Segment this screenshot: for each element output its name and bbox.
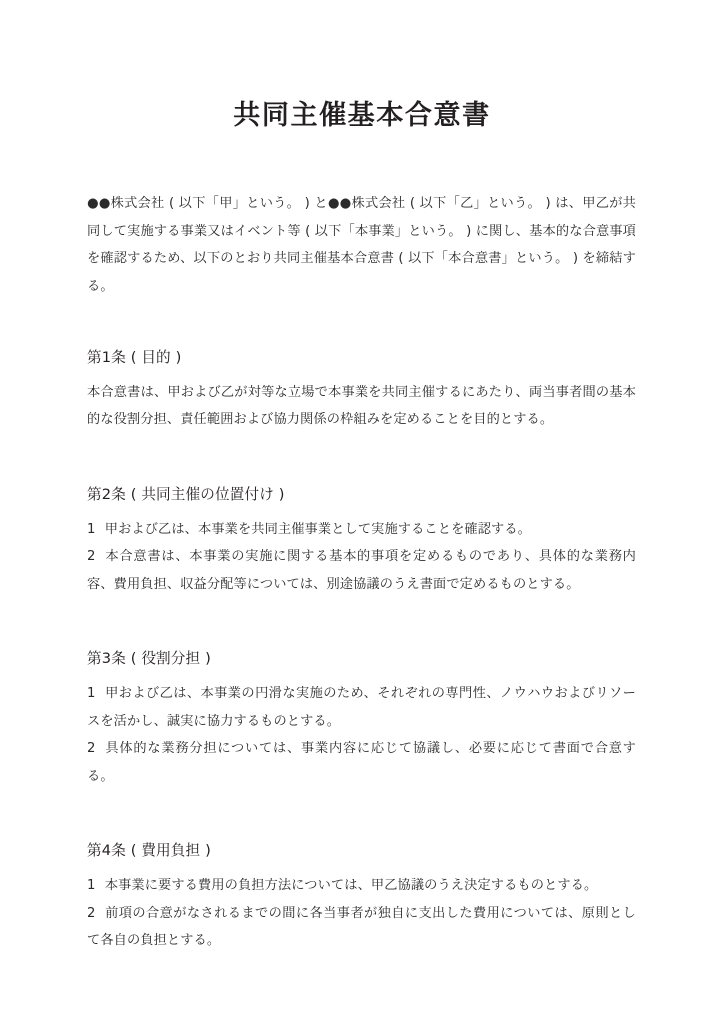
article-3-item-1 bbox=[87, 680, 636, 735]
article-2-item-2 bbox=[87, 543, 636, 598]
article-4-item-1 bbox=[87, 872, 636, 900]
article-3 bbox=[87, 648, 636, 790]
page-title: 共同主催基本合意書 bbox=[233, 100, 491, 131]
article-3-item-2-text: 具体的な業務分担については、事業内容に応じて協議し、必要に応じて書面で合意する。 bbox=[87, 741, 636, 784]
article-1 bbox=[87, 347, 636, 434]
article-2-item-2-number: 2 bbox=[87, 549, 96, 565]
article-4-item-1-number: 1 bbox=[87, 878, 96, 894]
article-4 bbox=[87, 840, 636, 954]
document-body bbox=[87, 190, 636, 955]
article-4-item-2-text: 前項の合意がなされるまでの間に各当事者が独自に支出した費用については、原則として各自の負担とする。 bbox=[87, 905, 636, 949]
article-2-heading: 第2条 ( 共同主催の位置付け ) bbox=[87, 485, 285, 503]
article-1-heading: 第1条 ( 目的 ) bbox=[87, 349, 182, 366]
article-4-item-1-text: 本事業に要する費用の負担方法については、甲乙協議のうえ決定するものとする。 bbox=[104, 878, 598, 894]
article-1-paragraph: 本合意書は、甲および乙が対等な立場で本事業を共同主催するにあたり、両当事者間の基本的な役割分担、責任範囲および協力関係の枠組みを定めることを目的とする。 bbox=[87, 384, 636, 428]
article-3-item-2 bbox=[87, 735, 636, 790]
article-3-item-1-number: 1 bbox=[87, 686, 96, 702]
article-4-heading: 第4条 ( 費用負担 ) bbox=[87, 842, 211, 860]
article-3-item-2-number: 2 bbox=[87, 741, 96, 757]
article-4-item-2-number: 2 bbox=[87, 905, 96, 921]
article-3-heading: 第3条 ( 役割分担 ) bbox=[87, 650, 211, 668]
article-2 bbox=[87, 484, 636, 598]
article-2-item-1-text: 甲および乙は、本事業を共同主催事業として実施することを確認する。 bbox=[104, 521, 531, 537]
article-2-item-2-text: 本合意書は、本事業の実施に関する基本的事項を定めるものであり、具体的な業務内容、費用負担、収益分配等については、別途協議のうえ書面で定めるものとする。 bbox=[87, 549, 636, 592]
article-3-item-1-text: 甲および乙は、本事業の円滑な実施のため、それぞれの専門性、ノウハウおよびリソースを活かし、誠実に協力するものとする。 bbox=[87, 686, 636, 729]
preamble-paragraph: ●●株式会社 ( 以下「甲」という。 ) と●●株式会社 ( 以下「乙」という。 ) は、甲乙が共同して実施する事業又はイベント等 ( 以下「本事業」という。 ) に関し、基本的な合意事項を確認するため、以下のとおり共同主催基本合意書 ( 以下「本合意書」という。 ) を締結する。 bbox=[87, 196, 636, 294]
article-4-item-2 bbox=[87, 900, 636, 955]
article-2-item-1-number: 1 bbox=[87, 521, 96, 537]
article-2-item-1 bbox=[87, 516, 636, 544]
